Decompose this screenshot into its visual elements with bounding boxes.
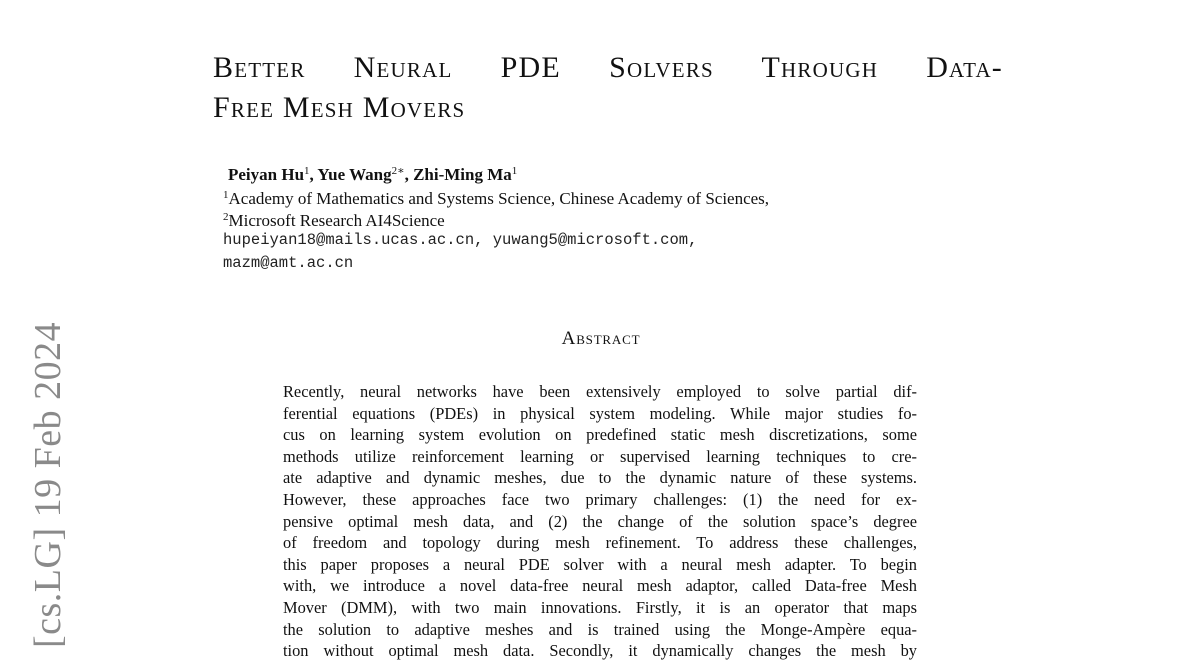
arxiv-side-stamp: [cs.LG] 19 Feb 2024 xyxy=(27,321,69,648)
abstract-line: methods utilize reinforcement learning or supervised learning techniques to cre- xyxy=(283,446,917,466)
abstract-line: pensive optimal mesh data, and (2) the change of the solution space’s degree xyxy=(283,511,917,531)
affiliation-2-mark: 2 xyxy=(223,211,229,223)
author-affil-mark-3: 1 xyxy=(511,165,518,177)
affiliation-1-text: Academy of Mathematics and Systems Science, Chinese Academy of Sciences, xyxy=(228,189,770,208)
author-affil-mark-2: 2∗ xyxy=(391,165,405,177)
abstract-line: of freedom and topology during mesh refinement. To address these challenges, xyxy=(283,533,917,553)
author-name-1: Peiyan Hu xyxy=(228,165,305,184)
abstract-body xyxy=(283,381,917,662)
author-name-3: , Zhi-Ming Ma xyxy=(404,165,512,184)
email-line-2: mazm@amt.ac.cn xyxy=(223,254,354,272)
paper-title-line-1: Better Neural PDE Solvers Through Data- xyxy=(213,51,1003,84)
abstract-line: ferential equations (PDEs) in physical system modeling. While major studies fo- xyxy=(283,403,917,423)
author-name-2: , Yue Wang xyxy=(309,165,392,184)
abstract-line: with, we introduce a novel data-free neural mesh adaptor, called Data-free Mesh xyxy=(283,576,917,596)
abstract-line: However, these approaches face two primary challenges: (1) the need for ex- xyxy=(283,489,917,509)
paper-title xyxy=(213,48,1003,128)
paper-title-line-2: Free Mesh Movers xyxy=(213,91,466,124)
abstract-line: Mover (DMM), with two main innovations. Firstly, it is an operator that maps xyxy=(283,597,917,617)
author-list xyxy=(228,160,517,186)
abstract-line: this paper proposes a neural PDE solver with a neural mesh adapter. To begin xyxy=(283,554,917,574)
affiliation-2-text: Microsoft Research AI4Science xyxy=(228,211,445,230)
abstract-line: Recently, neural networks have been extensively employed to solve partial dif- xyxy=(283,382,917,401)
abstract-line: cus on learning system evolution on predefined static mesh discretizations, some xyxy=(283,425,917,445)
abstract-line: tion without optimal mesh data. Secondly, it dynamically changes the mesh by xyxy=(283,641,917,661)
author-emails xyxy=(223,229,697,275)
email-line-1: hupeiyan18@mails.ucas.ac.cn, yuwang5@microsoft.com, xyxy=(223,231,698,249)
abstract-line: the solution to adaptive meshes and is trained using the Monge-Ampère equa- xyxy=(283,619,917,639)
author-affil-mark-1: 1 xyxy=(304,165,310,177)
abstract-line: ate adaptive and dynamic meshes, due to the dynamic nature of these systems. xyxy=(283,468,917,488)
abstract-heading: Abstract xyxy=(561,328,641,349)
affiliation-1-mark: 1 xyxy=(223,189,229,201)
